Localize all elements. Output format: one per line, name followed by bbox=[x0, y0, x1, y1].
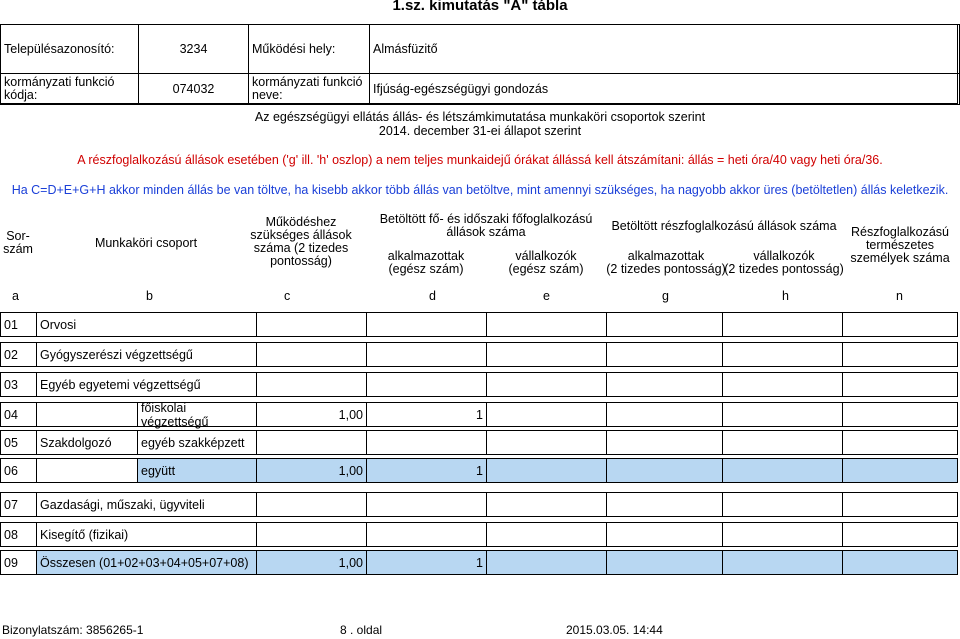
table-row bbox=[0, 522, 958, 547]
cell-d-employees bbox=[366, 430, 487, 455]
col-header-e-line1: vállalkozók bbox=[515, 249, 577, 263]
cell-e-contractors bbox=[486, 430, 607, 455]
cell-g-part-time-employees bbox=[606, 522, 723, 547]
cell-g-part-time-employees bbox=[606, 342, 723, 367]
cell-n-part-time-persons bbox=[842, 312, 958, 337]
print-datetime: 2015.03.05. 14:44 bbox=[566, 623, 663, 637]
cell-d-employees: 1 bbox=[366, 550, 487, 575]
row-group-label: Összesen (01+02+03+04+05+07+08) bbox=[36, 550, 257, 575]
col-header-betoltott-resz: Betöltött részfoglalkozású állások száma bbox=[611, 219, 837, 233]
func-code-label-line2: kódja: bbox=[4, 88, 38, 102]
cell-c-required-positions bbox=[256, 372, 367, 397]
cell-n-part-time-persons bbox=[842, 458, 958, 483]
row-group-label: Gyógyszerészi végzettségű bbox=[36, 342, 257, 367]
row-number: 09 bbox=[0, 550, 37, 575]
cell-n-part-time-persons bbox=[842, 522, 958, 547]
table-row bbox=[0, 458, 958, 483]
cell-c-required-positions bbox=[256, 522, 367, 547]
row-number: 07 bbox=[0, 492, 37, 517]
col-header-h-line1: vállalkozók bbox=[753, 249, 815, 263]
cell-h-part-time-contractors bbox=[722, 342, 843, 367]
cell-e-contractors bbox=[486, 492, 607, 517]
column-letter: g bbox=[662, 289, 669, 303]
cell-e-contractors bbox=[486, 550, 607, 575]
cell-n-part-time-persons bbox=[842, 430, 958, 455]
site-value: Almásfüzitő bbox=[369, 24, 960, 74]
cell-h-part-time-contractors bbox=[722, 430, 843, 455]
row-group-label: Orvosi bbox=[36, 312, 257, 337]
cell-d-employees: 1 bbox=[366, 402, 487, 427]
col-header-e-line2: (egész szám) bbox=[508, 262, 584, 276]
table-row bbox=[0, 550, 958, 575]
row-number: 08 bbox=[0, 522, 37, 547]
column-letter: h bbox=[782, 289, 789, 303]
cell-n-part-time-persons bbox=[842, 402, 958, 427]
row-group-label: Egyéb egyetemi végzettségű bbox=[36, 372, 257, 397]
cell-e-contractors bbox=[486, 342, 607, 367]
row-group-label bbox=[36, 402, 138, 427]
cell-g-part-time-employees bbox=[606, 430, 723, 455]
row-number: 03 bbox=[0, 372, 37, 397]
cell-h-part-time-contractors bbox=[722, 550, 843, 575]
cell-d-employees bbox=[366, 522, 487, 547]
func-code-value: 074032 bbox=[138, 73, 249, 105]
staffing-formula-note: Ha C=D+E+G+H akkor minden állás be van töltve, ha kisebb akkor több állás van betöltve, mint amennyi szükséges, ha nagyobb akkor üres (betöltetlen) állás keletkezik. bbox=[11, 183, 949, 197]
settlement-id-label: Településazonosító: bbox=[0, 24, 139, 74]
document-number: Bizonylatszám: 3856265-1 bbox=[2, 623, 144, 637]
report-date-subtitle: 2014. december 31-ei állapot szerint bbox=[378, 124, 582, 138]
cell-c-required-positions bbox=[256, 492, 367, 517]
col-header-mukodeshez-line1: Működéshez bbox=[265, 215, 337, 229]
cell-g-part-time-employees bbox=[606, 402, 723, 427]
cell-n-part-time-persons bbox=[842, 550, 958, 575]
row-group-label: Szakdolgozó bbox=[36, 430, 138, 455]
table-row bbox=[0, 430, 958, 455]
cell-e-contractors bbox=[486, 372, 607, 397]
cell-g-part-time-employees bbox=[606, 312, 723, 337]
cell-h-part-time-contractors bbox=[722, 492, 843, 517]
cell-d-employees bbox=[366, 492, 487, 517]
cell-c-required-positions: 1,00 bbox=[256, 550, 367, 575]
cell-c-required-positions: 1,00 bbox=[256, 402, 367, 427]
col-header-mukodeshez-line2: szükséges állások bbox=[250, 228, 352, 242]
row-subgroup-label: főiskolai végzettségű bbox=[137, 402, 257, 427]
cell-g-part-time-employees bbox=[606, 372, 723, 397]
row-group-label: Kisegítő (fizikai) bbox=[36, 522, 257, 547]
col-header-betoltott-fo-line2: állások száma bbox=[446, 225, 526, 239]
cell-h-part-time-contractors bbox=[722, 312, 843, 337]
column-letter: d bbox=[429, 289, 436, 303]
cell-n-part-time-persons bbox=[842, 342, 958, 367]
cell-n-part-time-persons bbox=[842, 492, 958, 517]
site-label: Működési hely: bbox=[248, 24, 370, 74]
cell-h-part-time-contractors bbox=[722, 522, 843, 547]
col-header-sorszam-line2: szám bbox=[3, 242, 33, 256]
row-number: 05 bbox=[0, 430, 37, 455]
cell-e-contractors bbox=[486, 458, 607, 483]
cell-g-part-time-employees bbox=[606, 492, 723, 517]
cell-h-part-time-contractors bbox=[722, 402, 843, 427]
cell-c-required-positions bbox=[256, 342, 367, 367]
row-number: 04 bbox=[0, 402, 37, 427]
row-number: 06 bbox=[0, 458, 37, 483]
func-name-label-line2: neve: bbox=[252, 88, 283, 102]
row-number: 01 bbox=[0, 312, 37, 337]
cell-d-employees bbox=[366, 372, 487, 397]
func-name-label-line1: kormányzati funkció bbox=[252, 75, 363, 89]
settlement-id-value: 3234 bbox=[138, 24, 249, 74]
col-header-munkakori: Munkaköri csoport bbox=[94, 236, 198, 250]
cell-c-required-positions bbox=[256, 430, 367, 455]
row-subgroup-label: együtt bbox=[137, 458, 257, 483]
column-letter: e bbox=[543, 289, 550, 303]
cell-g-part-time-employees bbox=[606, 458, 723, 483]
table-row bbox=[0, 402, 958, 427]
page-title: 1.sz. kimutatás "A" tábla bbox=[392, 0, 568, 14]
col-header-d-line2: (egész szám) bbox=[388, 262, 464, 276]
table-row bbox=[0, 492, 958, 517]
column-letter: b bbox=[146, 289, 153, 303]
cell-c-required-positions: 1,00 bbox=[256, 458, 367, 483]
column-letter: n bbox=[896, 289, 903, 303]
cell-e-contractors bbox=[486, 402, 607, 427]
cell-d-employees bbox=[366, 342, 487, 367]
col-header-n-line2: természetes bbox=[865, 238, 935, 252]
col-header-n-line3: személyek száma bbox=[850, 251, 950, 265]
col-header-sorszam-line1: Sor- bbox=[6, 229, 30, 243]
func-name-value: Ifjúság-egészségügyi gondozás bbox=[369, 73, 960, 105]
col-header-g-line1: alkalmazottak bbox=[627, 249, 705, 263]
table-row bbox=[0, 342, 958, 367]
cell-h-part-time-contractors bbox=[722, 458, 843, 483]
row-group-label bbox=[36, 458, 138, 483]
col-header-n-line1: Részfoglalkozású bbox=[851, 225, 949, 239]
cell-d-employees: 1 bbox=[366, 458, 487, 483]
func-code-label-line1: kormányzati funkció bbox=[4, 75, 115, 89]
col-header-d-line1: alkalmazottak bbox=[387, 249, 465, 263]
cell-n-part-time-persons bbox=[842, 372, 958, 397]
cell-d-employees bbox=[366, 312, 487, 337]
cell-e-contractors bbox=[486, 522, 607, 547]
cell-g-part-time-employees bbox=[606, 550, 723, 575]
part-time-note: A részfoglalkozású állások esetében ('g' ill. 'h' oszlop) a nem teljes munkaidejű órákat állássá kell átszámítani: állás = heti óra/40 vagy heti óra/36. bbox=[77, 153, 883, 167]
col-header-g-line2: (2 tizedes pontosság) bbox=[606, 262, 726, 276]
col-header-betoltott-fo-line1: Betöltött fő- és időszaki főfoglalkozású bbox=[379, 212, 593, 226]
col-header-mukodeshez-line3: száma (2 tizedes bbox=[253, 241, 349, 255]
col-header-h-line2: (2 tizedes pontosság) bbox=[724, 262, 844, 276]
cell-c-required-positions bbox=[256, 312, 367, 337]
col-header-mukodeshez-line4: pontosság) bbox=[270, 254, 332, 268]
cell-e-contractors bbox=[486, 312, 607, 337]
row-subgroup-label: egyéb szakképzett bbox=[137, 430, 257, 455]
row-group-label: Gazdasági, műszaki, ügyviteli bbox=[36, 492, 257, 517]
cell-h-part-time-contractors bbox=[722, 372, 843, 397]
column-letter: a bbox=[12, 289, 19, 303]
row-number: 02 bbox=[0, 342, 37, 367]
table-row bbox=[0, 372, 958, 397]
column-letter: c bbox=[284, 289, 291, 303]
page-number: 8 . oldal bbox=[340, 623, 383, 637]
table-row bbox=[0, 312, 958, 337]
report-subtitle: Az egészségügyi ellátás állás- és létszámkimutatása munkaköri csoportok szerint bbox=[254, 110, 706, 124]
